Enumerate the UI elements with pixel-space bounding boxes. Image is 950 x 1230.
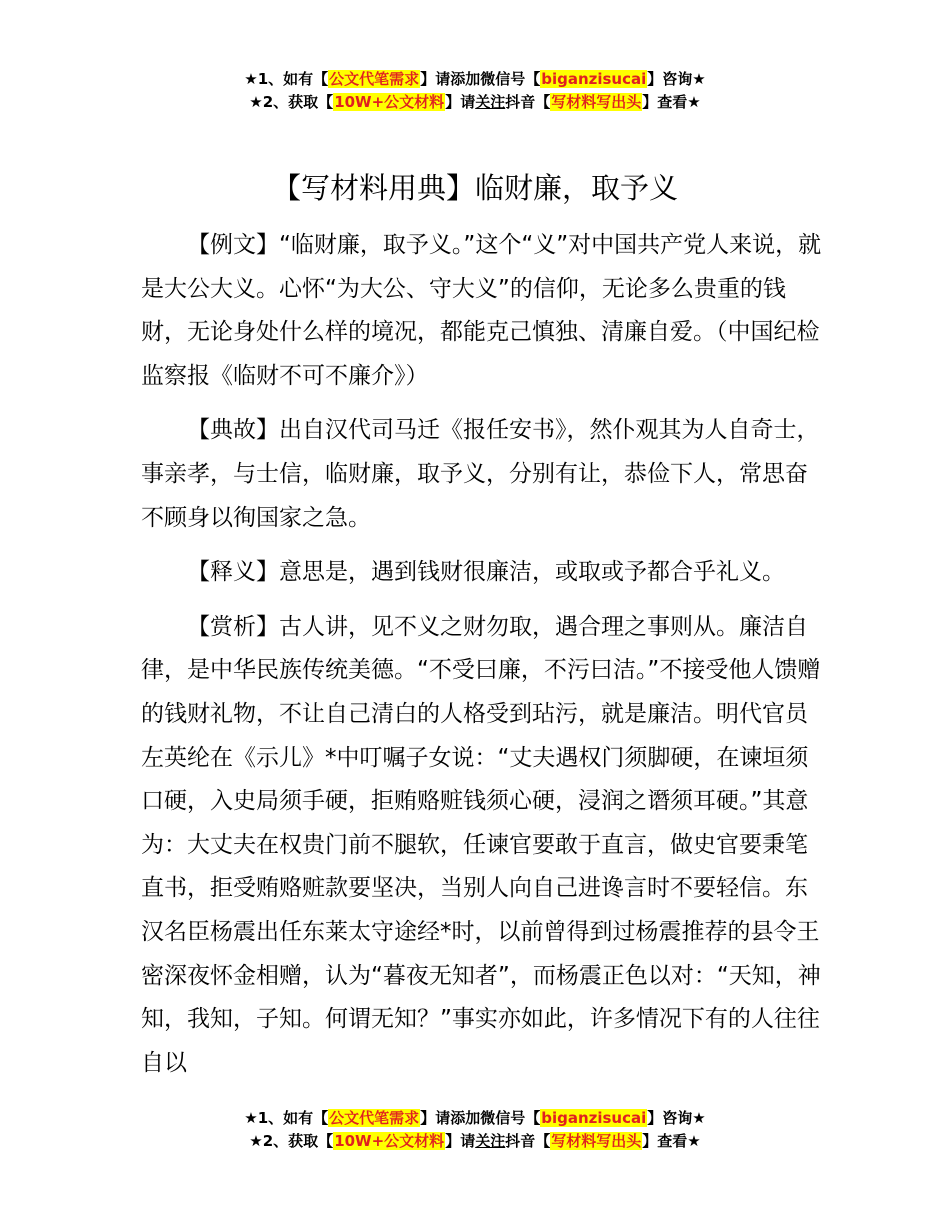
header-line-2: [0, 91, 950, 114]
header-text: ★2、获取【: [249, 93, 334, 111]
highlight-wechat-id: biganzisucai: [541, 1109, 647, 1127]
header-text: ★1、如有【: [244, 70, 329, 88]
header-line-1: [0, 68, 950, 91]
header-text: 】请: [445, 93, 476, 111]
document-body: [141, 224, 829, 1096]
underlined-follow: 关注: [475, 1132, 506, 1150]
header-banner: [0, 68, 950, 114]
highlight-account: 写材料写出头: [551, 1132, 642, 1150]
header-text: 】咨询★: [647, 70, 706, 88]
highlight-materials: 10W+公文材料: [334, 1132, 445, 1150]
paragraph-allusion: 【典故】出自汉代司马迁《报任安书》，然仆观其为人自奇士，事亲孝，与士信，临财廉，取予义，分别有让，恭俭下人，常思奋不顾身以徇国家之急。: [141, 417, 820, 531]
header-text: 】查看★: [642, 93, 701, 111]
footer-text: 】请添加微信号【: [420, 1109, 541, 1127]
footer-text: 抖音【: [505, 1132, 551, 1150]
footer-text: ★2、获取【: [249, 1132, 334, 1150]
footer-line-1: [0, 1107, 950, 1130]
footer-text: 】请: [445, 1132, 476, 1150]
paragraph-meaning: 【释义】意思是，遇到钱财很廉洁，或取或予都合乎礼义。: [187, 559, 785, 586]
highlight-materials: 10W+公文材料: [334, 93, 445, 111]
footer-banner: [0, 1107, 950, 1153]
highlight-account: 写材料写出头: [551, 93, 642, 111]
paragraph-example: 【例文】“临财廉，取予义。”这个“义”对中国共产党人来说，就是大公大义。心怀“为大公、守大义”的信仰，无论多么贵重的钱财，无论身处什么样的境况，都能克己慎独、清廉自爱。（中国纪检监察报《临财不可不廉介》）: [141, 232, 822, 389]
paragraph-appreciation: 【赏析】古人讲，见不义之财勿取，遇合理之事则从。廉洁自律，是中华民族传统美德。“不受曰廉，不污曰洁。”不接受他人馈赠的钱财礼物，不让自己清白的人格受到玷污，就是廉洁。明代官员左英纶在《示儿》*中叮嘱子女说：“丈夫遇权门须脚硬，在谏垣须口硬，入史局须手硬，拒贿赂赃钱须心硬，浸润之谮须耳硬。”其意为：大丈夫在权贵门前不腿软，任谏官要敢于直言，做史官要秉笔直书，拒受贿赂赃款要坚决，当别人向自己进谗言时不要轻信。东汉名臣杨震出任东莱太守途经*时，以前曾得到过杨震推荐的县令王密深夜怀金相赠，认为“暮夜无知者”，而杨震正色以对：“天知，神知，我知，子知。何谓无知？”事实亦如此，许多情况下有的人往往自以: [141, 613, 821, 1076]
underlined-follow: 关注: [475, 93, 506, 111]
footer-line-2: [0, 1130, 950, 1153]
footer-text: 】咨询★: [647, 1109, 706, 1127]
footer-text: 】查看★: [642, 1132, 701, 1150]
header-text: 】请添加微信号【: [420, 70, 541, 88]
header-text: 抖音【: [505, 93, 551, 111]
highlight-service: 公文代笔需求: [329, 1109, 420, 1127]
footer-text: ★1、如有【: [244, 1109, 329, 1127]
highlight-service: 公文代笔需求: [329, 70, 420, 88]
highlight-wechat-id: biganzisucai: [541, 70, 647, 88]
document-title: 【写材料用典】临财廉，取予义: [271, 171, 678, 205]
